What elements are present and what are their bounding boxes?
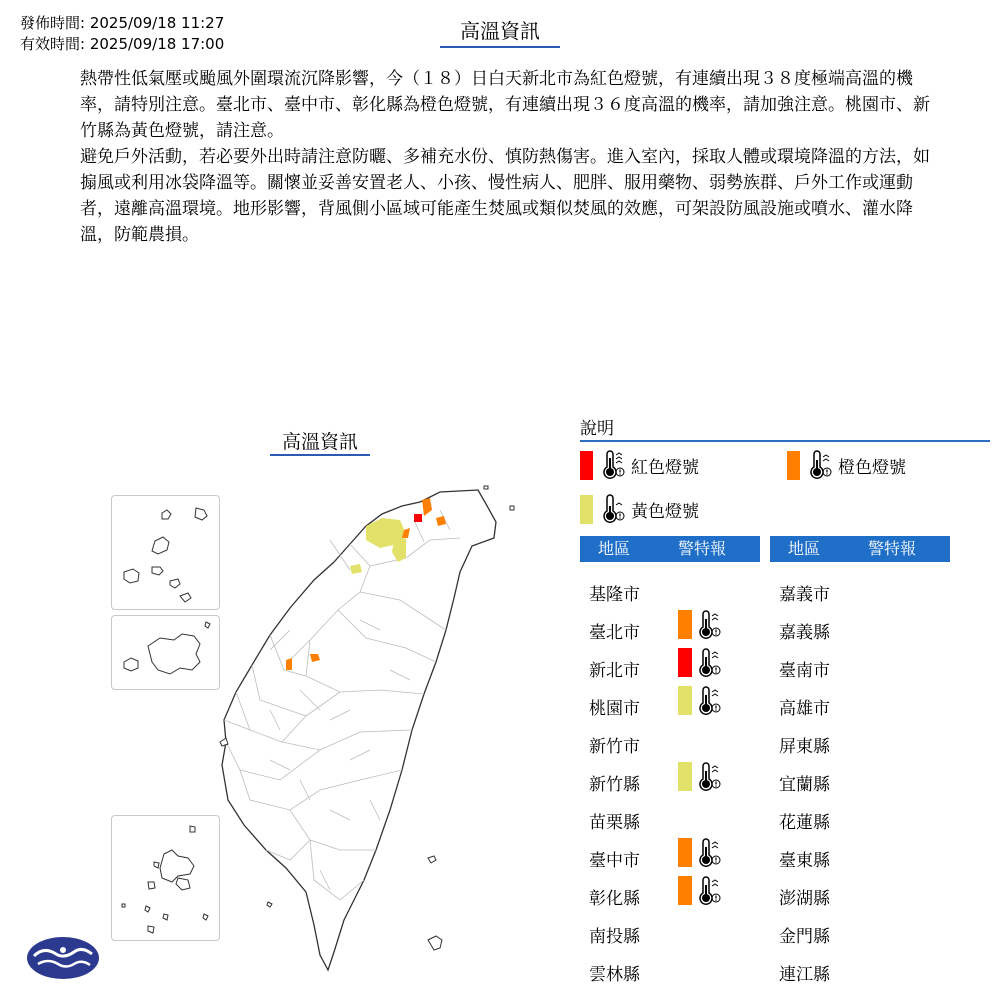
matsu-islands-map bbox=[112, 496, 219, 609]
yellow-alert-swatch bbox=[678, 762, 692, 791]
region-name: 連江縣 bbox=[779, 965, 830, 985]
table-row bbox=[589, 584, 640, 606]
taiwan-island bbox=[222, 490, 496, 970]
red-zone-newtaipei bbox=[414, 514, 422, 522]
table-row bbox=[779, 926, 830, 948]
thermometer-heat-icon bbox=[697, 838, 721, 872]
red-swatch bbox=[580, 451, 593, 480]
orange-swatch bbox=[787, 451, 800, 480]
thermometer-heat-icon bbox=[601, 450, 625, 480]
table-row bbox=[779, 736, 830, 758]
legend-yellow-label: 黃色燈號 bbox=[631, 501, 699, 522]
yellow-alert-swatch bbox=[678, 686, 692, 715]
table-row bbox=[589, 888, 640, 910]
thermometer-heat-icon bbox=[697, 686, 721, 720]
region-name: 嘉義縣 bbox=[779, 623, 830, 643]
thermometer-heat-icon bbox=[697, 648, 721, 682]
table-row bbox=[589, 812, 640, 834]
table-row bbox=[589, 850, 640, 872]
orange-zone-taichung bbox=[286, 658, 292, 670]
legend-orange bbox=[787, 450, 906, 480]
table-row bbox=[589, 926, 640, 948]
region-name: 雲林縣 bbox=[589, 965, 640, 985]
table-row bbox=[589, 774, 640, 796]
kinmen-inset bbox=[111, 615, 220, 690]
table-row bbox=[779, 774, 830, 796]
table-row bbox=[589, 964, 640, 986]
region-name: 屏東縣 bbox=[779, 737, 830, 757]
legend-yellow bbox=[580, 494, 699, 524]
table-row bbox=[589, 736, 640, 758]
cwa-logo-icon bbox=[26, 936, 100, 980]
penghu-islands-map bbox=[112, 816, 219, 940]
region-name: 臺中市 bbox=[589, 851, 640, 871]
region-name: 桃園市 bbox=[589, 699, 640, 719]
table-header-left bbox=[580, 536, 760, 562]
table-row bbox=[779, 964, 830, 986]
issue-time: 發佈時間: 2025/09/18 11:27 bbox=[20, 14, 225, 32]
region-name: 新北市 bbox=[589, 661, 640, 681]
region-name: 澎湖縣 bbox=[779, 889, 830, 909]
table-row bbox=[589, 698, 640, 720]
thermometer-heat-icon bbox=[697, 610, 721, 644]
penghu-inset bbox=[111, 815, 220, 941]
column-region: 地區 bbox=[598, 539, 631, 558]
region-name: 臺東縣 bbox=[779, 851, 830, 871]
region-name: 彰化縣 bbox=[589, 889, 640, 909]
table-row bbox=[589, 622, 640, 644]
column-alert: 警特報 bbox=[868, 539, 917, 558]
description-paragraph: 熱帶性低氣壓或颱風外圍環流沉降影響，今（１８）日白天新北市為紅色燈號，有連續出現３８度極端高溫的機率，請特別注意。臺北市、臺中市、彰化縣為橙色燈號，有連續出現３６度高溫的機率，請加強注意。桃園市、新竹縣為黃色燈號，請注意。 bbox=[80, 69, 930, 141]
legend-title: 說明 bbox=[580, 418, 990, 442]
table-row bbox=[779, 812, 830, 834]
valid-time: 有效時間: 2025/09/18 17:00 bbox=[20, 35, 225, 53]
table-row bbox=[779, 888, 830, 910]
orange-alert-swatch bbox=[678, 876, 692, 905]
advice-paragraph: 避免戶外活動，若必要外出時請注意防曬、多補充水份、慎防熱傷害。進入室內，採取人體或環境降溫的方法，如搧風或利用冰袋降溫等。關懷並妥善安置老人、小孩、慢性病人、肥胖、服用藥物、弱勢族群、戶外工作或運動者，遠離高溫環境。地形影響，背風側小區域可能產生焚風或類似焚風的效應，可架設防風設施或噴水、灌水降溫，防範農損。 bbox=[80, 147, 930, 245]
legend-orange-label: 橙色燈號 bbox=[838, 457, 906, 478]
thermometer-heat-icon bbox=[697, 876, 721, 910]
table-header-right bbox=[770, 536, 950, 562]
thermometer-heat-icon bbox=[601, 494, 625, 524]
region-name: 宜蘭縣 bbox=[779, 775, 830, 795]
thermometer-heat-icon bbox=[808, 450, 832, 480]
legend-red-label: 紅色燈號 bbox=[631, 457, 699, 478]
region-name: 嘉義市 bbox=[779, 585, 830, 605]
region-name: 苗栗縣 bbox=[589, 813, 640, 833]
map-title: 高溫資訊 bbox=[270, 430, 370, 456]
matsu-inset bbox=[111, 495, 220, 610]
yellow-swatch bbox=[580, 495, 593, 524]
region-name: 新竹市 bbox=[589, 737, 640, 757]
table-row bbox=[589, 660, 640, 682]
table-row bbox=[779, 660, 830, 682]
region-name: 南投縣 bbox=[589, 927, 640, 947]
column-alert: 警特報 bbox=[678, 539, 727, 558]
red-alert-swatch bbox=[678, 648, 692, 677]
orange-alert-swatch bbox=[678, 838, 692, 867]
region-name: 新竹縣 bbox=[589, 775, 640, 795]
region-name: 基隆市 bbox=[589, 585, 640, 605]
thermometer-heat-icon bbox=[697, 762, 721, 796]
taiwan-map bbox=[210, 480, 520, 980]
kinmen-islands-map bbox=[112, 616, 219, 689]
region-name: 臺南市 bbox=[779, 661, 830, 681]
table-row bbox=[779, 584, 830, 606]
region-name: 金門縣 bbox=[779, 927, 830, 947]
column-region: 地區 bbox=[788, 539, 821, 558]
table-row bbox=[779, 622, 830, 644]
orange-alert-swatch bbox=[678, 610, 692, 639]
table-row bbox=[779, 698, 830, 720]
region-name: 花蓮縣 bbox=[779, 813, 830, 833]
page-title: 高溫資訊 bbox=[440, 18, 560, 48]
region-name: 臺北市 bbox=[589, 623, 640, 643]
table-row bbox=[779, 850, 830, 872]
region-name: 高雄市 bbox=[779, 699, 830, 719]
legend-red bbox=[580, 450, 699, 480]
